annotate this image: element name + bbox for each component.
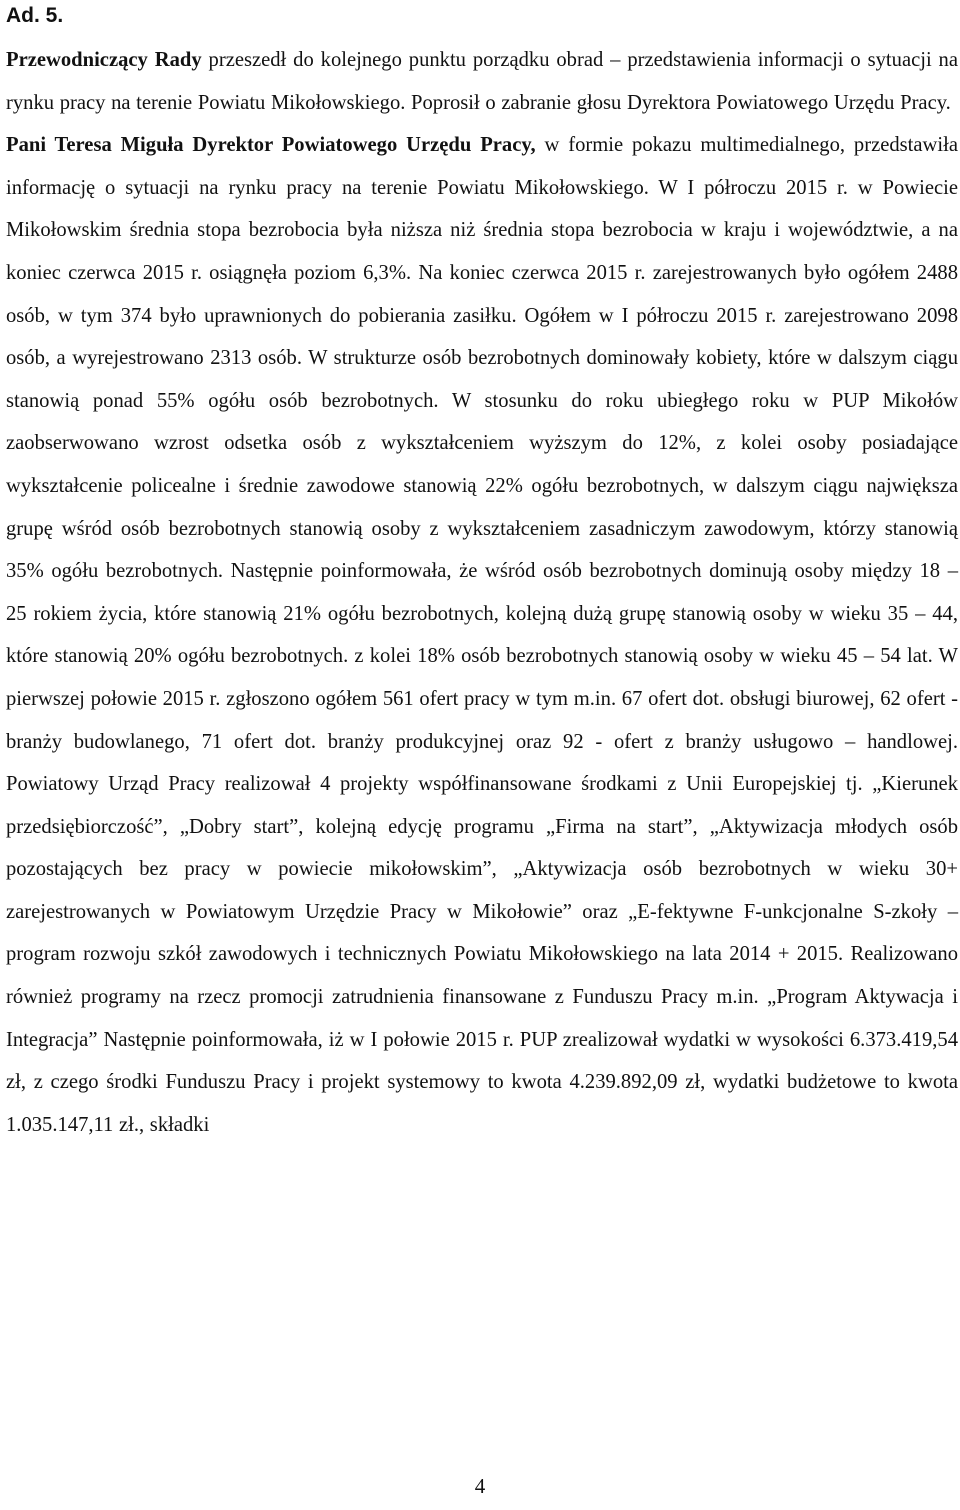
speaker-chairman: Przewodniczący Rady bbox=[6, 49, 202, 71]
speaker-director: Pani Teresa Miguła Dyrektor Powiatowego Urzędu Pracy, bbox=[6, 134, 536, 157]
section-heading: Ad. 5. bbox=[6, 4, 64, 27]
document-page bbox=[6, 0, 958, 1146]
paragraph-chairman-text: przeszedł do kolejnego punktu porządku obrad – przedstawienia informacji o sytuacji na rynku pracy na terenie Powiatu Mikołowskiego. Poprosił o zabranie głosu Dyrektora Powiatowego Urzędu Pracy. bbox=[6, 49, 958, 114]
page-number: 4 bbox=[474, 1474, 486, 1498]
paragraph-director bbox=[6, 124, 958, 1146]
paragraph-chairman bbox=[6, 39, 958, 124]
paragraph-director-text: w formie pokazu multimedialnego, przedstawiła informację o sytuacji na rynku pracy na terenie Powiatu Mikołowskiego. W I półroczu 2015 r. w Powiecie Mikołowskim średnia stopa bezrobocia była niższa niż średnia stopa bezrobocia w kraju i województwie, a na koniec czerwca 2015 r. osiągnęła poziom 6,3%. Na koniec czerwca 2015 r. zarejestrowanych było ogółem 2488 osób, w tym 374 było uprawnionych do pobierania zasiłku. Ogółem w I półroczu 2015 r. zarejestrowano 2098 osób, a wyrejestrowano 2313 osób. W strukturze osób bezrobotnych dominowały kobiety, które w dalszym ciągu stanowią ponad 55% ogółu osób bezrobotnych. W stosunku do roku ubiegłego roku w PUP Mikołów zaobserwowano wzrost odsetka osób z wykształceniem wyższym do 12%, z kolei osoby posiadające wykształcenie policealne i średnie zawodowe stanowią 22% ogółu bezrobotnych, w dalszym ciągu największa grupę wśród osób bezrobotnych stanowią osoby z wykształceniem zasadniczym zawodowym, którzy stanowią 35% ogółu bezrobotnych. Następnie poinformowała, że wśród osób bezrobotnych dominują osoby między 18 – 25 rokiem życia, które stanowią 21% ogółu bezrobotnych, kolejną dużą grupę stanowią osoby w wieku 35 – 44, które stanowią 20% ogółu bezrobotnych. z kolei 18% osób bezrobotnych stanowią osoby w wieku 45 – 54 lat. W pierwszej połowie 2015 r. zgłoszono ogółem 561 ofert pracy w tym m.in. 67 ofert dot. obsługi biurowej, 62 ofert - branży budowlanego, 71 ofert dot. branży produkcyjnej oraz 92 - ofert z branży usługowo – handlowej. Powiatowy Urząd Pracy realizował 4 projekty współfinansowane środkami z Unii Europejskiej tj. „Kierunek przedsiębiorczość”, „Dobry start”, kolejną edycję programu „Firma na start”, „Aktywizacja młodych osób pozostających bez pracy w powiecie mikołowskim”, „Aktywizacja osób bezrobotnych w wieku 30+ zarejestrowanych w Powiatowym Urzędzie Pracy w Mikołowie” oraz „E-fektywne F-unkcjonalne S-zkoły – program rozwoju szkół zawodowych i technicznych Powiatu Mikołowskiego na lata 2014 + 2015. Realizowano również programy na rzecz promocji zatrudnienia finansowane z Funduszu Pracy m.in. „Program Aktywacja i Integracja” Następnie poinformowała, iż w I połowie 2015 r. PUP zrealizował wydatki w wysokości 6.373.419,54 zł, z czego środki Funduszu Pracy i projekt systemowy to kwota 4.239.892,09 zł, wydatki budżetowe to kwota 1.035.147,11 zł., składki bbox=[6, 134, 958, 1136]
